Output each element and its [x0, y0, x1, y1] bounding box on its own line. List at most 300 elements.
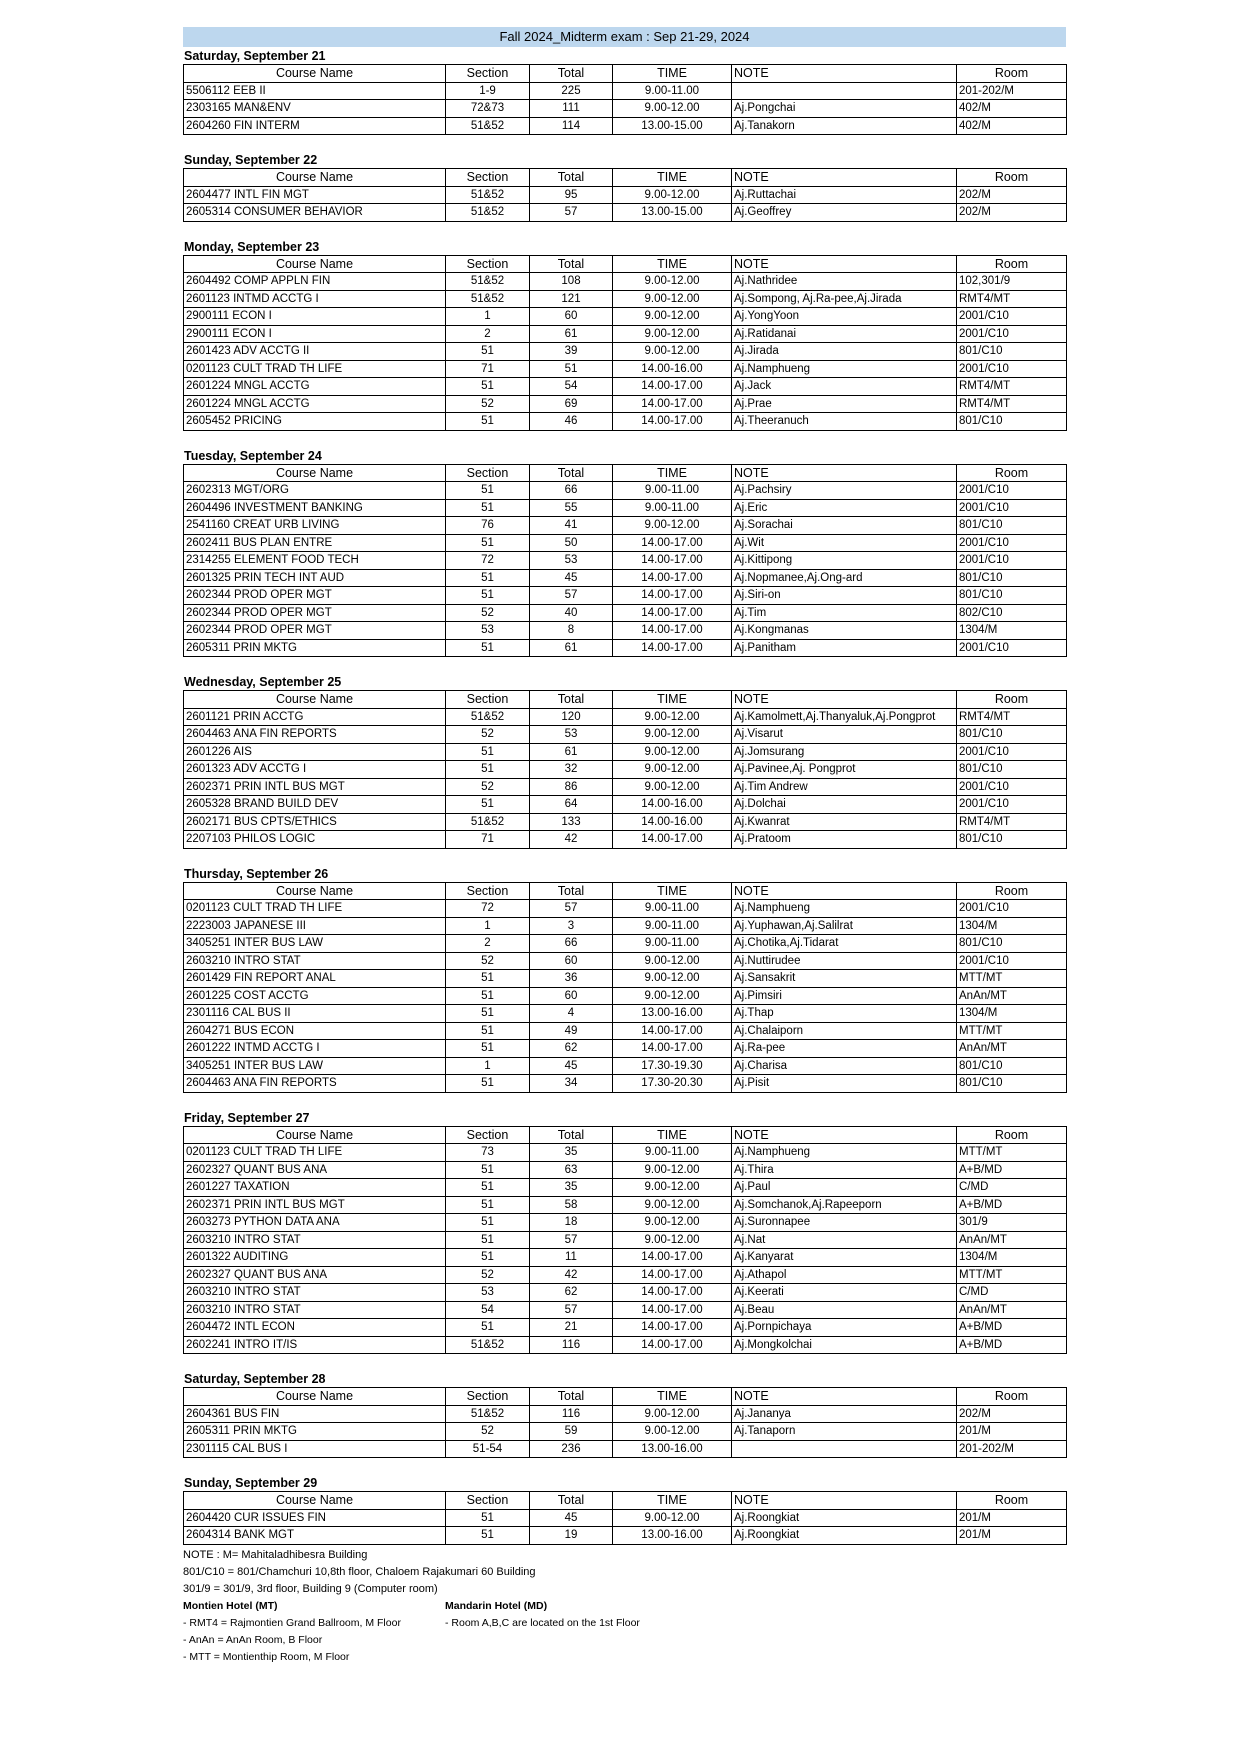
time-cell: 9.00-12.00 [613, 778, 732, 796]
course-name-cell: 2604477 INTL FIN MGT [184, 186, 446, 204]
note-cell: Aj.Roongkiat [732, 1527, 957, 1545]
table-row [184, 1336, 1067, 1354]
course-name-cell: 2604496 INVESTMENT BANKING [184, 499, 446, 517]
course-name-cell: 2602371 PRIN INTL BUS MGT [184, 1196, 446, 1214]
time-cell: 14.00-16.00 [613, 813, 732, 831]
room-cell: 201-202/M [957, 82, 1067, 100]
section-cell: 51 [446, 639, 530, 657]
note-cell: Aj.Jomsurang [732, 743, 957, 761]
header-note: NOTE [732, 882, 957, 900]
room-cell: 1304/M [957, 622, 1067, 640]
header-section: Section [446, 255, 530, 273]
hotel-notes [183, 1598, 1066, 1666]
note-cell: Aj.Nopmanee,Aj.Ong-ard [732, 569, 957, 587]
table-row [184, 499, 1067, 517]
total-cell: 225 [530, 82, 613, 100]
note-cell: Aj.Pongchai [732, 100, 957, 118]
table-header-row [184, 882, 1067, 900]
section-cell: 51 [446, 499, 530, 517]
total-cell: 57 [530, 204, 613, 222]
room-cell: 801/C10 [957, 761, 1067, 779]
total-cell: 3 [530, 917, 613, 935]
total-cell: 116 [530, 1336, 613, 1354]
header-time: TIME [613, 882, 732, 900]
header-note: NOTE [732, 255, 957, 273]
montien-notes [183, 1598, 445, 1666]
section-cell: 52 [446, 726, 530, 744]
table-row [184, 569, 1067, 587]
course-name-cell: 2604361 BUS FIN [184, 1405, 446, 1423]
total-cell: 62 [530, 1040, 613, 1058]
total-cell: 40 [530, 604, 613, 622]
table-row [184, 761, 1067, 779]
header-note: NOTE [732, 65, 957, 83]
table-row [184, 970, 1067, 988]
section-cell: 72 [446, 900, 530, 918]
section-cell: 72&73 [446, 100, 530, 118]
total-cell: 57 [530, 1301, 613, 1319]
header-time: TIME [613, 169, 732, 187]
course-name-cell: 2603210 INTRO STAT [184, 952, 446, 970]
section-cell: 51 [446, 1005, 530, 1023]
room-cell: 801/C10 [957, 726, 1067, 744]
day-label: Sunday, September 29 [184, 1476, 318, 1490]
time-cell: 14.00-17.00 [613, 1336, 732, 1354]
course-name-cell: 2604463 ANA FIN REPORTS [184, 726, 446, 744]
total-cell: 51 [530, 360, 613, 378]
note-cell: Aj.Pimsiri [732, 987, 957, 1005]
total-cell: 46 [530, 413, 613, 431]
section-cell: 54 [446, 1301, 530, 1319]
room-cell: MTT/MT [957, 1144, 1067, 1162]
course-name-cell: 2602171 BUS CPTS/ETHICS [184, 813, 446, 831]
header-room: Room [957, 1492, 1067, 1510]
course-name-cell: 2601322 AUDITING [184, 1249, 446, 1267]
time-cell: 14.00-17.00 [613, 569, 732, 587]
room-cell: 402/M [957, 117, 1067, 135]
time-cell: 9.00-11.00 [613, 935, 732, 953]
time-cell: 14.00-17.00 [613, 1022, 732, 1040]
time-cell: 14.00-16.00 [613, 360, 732, 378]
table-header-row [184, 169, 1067, 187]
header-total: Total [530, 464, 613, 482]
section-cell: 51&52 [446, 117, 530, 135]
course-name-cell: 2605311 PRIN MKTG [184, 639, 446, 657]
header-total: Total [530, 1126, 613, 1144]
total-cell: 42 [530, 831, 613, 849]
time-cell: 14.00-17.00 [613, 395, 732, 413]
total-cell: 60 [530, 308, 613, 326]
section-cell: 51 [446, 1179, 530, 1197]
section-cell: 51-54 [446, 1440, 530, 1458]
table-row [184, 1423, 1067, 1441]
section-cell: 51 [446, 587, 530, 605]
room-cell: MTT/MT [957, 1266, 1067, 1284]
course-name-cell: 2604260 FIN INTERM [184, 117, 446, 135]
exam-table [183, 255, 1067, 431]
note-cell: Aj.Tim [732, 604, 957, 622]
exam-table [183, 168, 1067, 222]
time-cell: 9.00-12.00 [613, 708, 732, 726]
time-cell: 9.00-11.00 [613, 917, 732, 935]
montien-title: Montien Hotel (MT) [183, 1599, 278, 1612]
course-name-cell: 2601121 PRIN ACCTG [184, 708, 446, 726]
note-cell: Aj.Charisa [732, 1057, 957, 1075]
note-cell: Aj.Athapol [732, 1266, 957, 1284]
section-cell: 71 [446, 831, 530, 849]
table-row [184, 186, 1067, 204]
table-header-row [184, 255, 1067, 273]
time-cell: 9.00-12.00 [613, 273, 732, 291]
course-name-cell: 2601222 INTMD ACCTG I [184, 1040, 446, 1058]
note-cell: Aj.Kittipong [732, 552, 957, 570]
section-gap [183, 1093, 1066, 1111]
day-label: Thursday, September 26 [184, 866, 329, 881]
table-row [184, 360, 1067, 378]
note-cell: Aj.Jananya [732, 1405, 957, 1423]
course-name-cell: 2900111 ECON I [184, 325, 446, 343]
header-room: Room [957, 882, 1067, 900]
course-name-cell: 2603273 PYTHON DATA ANA [184, 1214, 446, 1232]
course-name-cell: 2601323 ADV ACCTG I [184, 761, 446, 779]
room-cell: 801/C10 [957, 517, 1067, 535]
header-room: Room [957, 255, 1067, 273]
note-cell: Aj.Pachsiry [732, 482, 957, 500]
room-cell: 1304/M [957, 1249, 1067, 1267]
header-course-name: Course Name [184, 1388, 446, 1406]
table-row [184, 604, 1067, 622]
note-line: 801/C10 = 801/Chamchuri 10,8th floor, Chaloem Rajakumari 60 Building [183, 1565, 536, 1578]
header-course-name: Course Name [184, 65, 446, 83]
room-cell: 2001/C10 [957, 534, 1067, 552]
course-name-cell: 2604472 INTL ECON [184, 1319, 446, 1337]
room-cell: 201/M [957, 1509, 1067, 1527]
time-cell: 14.00-17.00 [613, 1040, 732, 1058]
total-cell: 61 [530, 743, 613, 761]
table-row [184, 1196, 1067, 1214]
time-cell: 14.00-17.00 [613, 534, 732, 552]
table-row [184, 413, 1067, 431]
exam-table [183, 1387, 1067, 1458]
course-name-cell: 0201123 CULT TRAD TH LIFE [184, 900, 446, 918]
time-cell: 9.00-12.00 [613, 1179, 732, 1197]
day-section [183, 49, 1066, 153]
table-header-row [184, 1492, 1067, 1510]
total-cell: 69 [530, 395, 613, 413]
time-cell: 17.30-19.30 [613, 1057, 732, 1075]
course-name-cell: 2605328 BRAND BUILD DEV [184, 796, 446, 814]
montien-item: - AnAn = AnAn Room, B Floor [183, 1633, 323, 1646]
total-cell: 19 [530, 1527, 613, 1545]
course-name-cell: 2604271 BUS ECON [184, 1022, 446, 1040]
day-label: Monday, September 23 [184, 239, 320, 254]
total-cell: 59 [530, 1423, 613, 1441]
room-cell: A+B/MD [957, 1319, 1067, 1337]
note-cell: Aj.Namphueng [732, 360, 957, 378]
table-row [184, 117, 1067, 135]
day-section [183, 1111, 1066, 1373]
header-section: Section [446, 65, 530, 83]
table-row [184, 1057, 1067, 1075]
exam-table [183, 690, 1067, 849]
total-cell: 21 [530, 1319, 613, 1337]
room-cell: AnAn/MT [957, 1301, 1067, 1319]
header-note: NOTE [732, 691, 957, 709]
section-gap [183, 1354, 1066, 1372]
room-cell: A+B/MD [957, 1336, 1067, 1354]
course-name-cell: 2301116 CAL BUS II [184, 1005, 446, 1023]
time-cell: 14.00-17.00 [613, 831, 732, 849]
header-time: TIME [613, 464, 732, 482]
table-row [184, 1214, 1067, 1232]
section-cell: 71 [446, 360, 530, 378]
total-cell: 8 [530, 622, 613, 640]
section-gap [183, 135, 1066, 153]
day-label: Saturday, September 21 [184, 49, 326, 63]
exam-table [183, 882, 1067, 1093]
section-cell: 51 [446, 1509, 530, 1527]
room-cell: RMT4/MT [957, 813, 1067, 831]
room-cell: 2001/C10 [957, 952, 1067, 970]
table-row [184, 1266, 1067, 1284]
room-cell: 2001/C10 [957, 325, 1067, 343]
total-cell: 61 [530, 639, 613, 657]
room-cell: 2001/C10 [957, 743, 1067, 761]
table-row [184, 1040, 1067, 1058]
room-cell: 1304/M [957, 1005, 1067, 1023]
time-cell: 13.00-16.00 [613, 1440, 732, 1458]
note-cell: Aj.Pavinee,Aj. Pongprot [732, 761, 957, 779]
section-cell: 52 [446, 395, 530, 413]
total-cell: 49 [530, 1022, 613, 1040]
total-cell: 63 [530, 1161, 613, 1179]
total-cell: 61 [530, 325, 613, 343]
section-gap [183, 1458, 1066, 1476]
section-cell: 51&52 [446, 813, 530, 831]
time-cell: 9.00-12.00 [613, 1509, 732, 1527]
section-cell: 51 [446, 743, 530, 761]
header-total: Total [530, 255, 613, 273]
note-cell: Aj.Roongkiat [732, 1509, 957, 1527]
note-cell: Aj.Chalaiporn [732, 1022, 957, 1040]
mandarin-title: Mandarin Hotel (MD) [445, 1599, 548, 1612]
table-row [184, 82, 1067, 100]
section-cell: 52 [446, 778, 530, 796]
course-name-cell: 2601423 ADV ACCTG II [184, 343, 446, 361]
header-time: TIME [613, 255, 732, 273]
course-name-cell: 2605311 PRIN MKTG [184, 1423, 446, 1441]
table-row [184, 1144, 1067, 1162]
table-row [184, 552, 1067, 570]
header-total: Total [530, 169, 613, 187]
room-cell: 202/M [957, 186, 1067, 204]
note-cell: Aj.Keerati [732, 1284, 957, 1302]
note-cell: Aj.Pisit [732, 1075, 957, 1093]
section-cell: 2 [446, 325, 530, 343]
total-cell: 53 [530, 726, 613, 744]
exam-table [183, 464, 1067, 658]
time-cell: 9.00-11.00 [613, 1144, 732, 1162]
section-cell: 51 [446, 987, 530, 1005]
section-cell: 53 [446, 622, 530, 640]
section-cell: 51 [446, 1196, 530, 1214]
total-cell: 32 [530, 761, 613, 779]
section-cell: 51 [446, 1249, 530, 1267]
section-cell: 73 [446, 1144, 530, 1162]
header-course-name: Course Name [184, 691, 446, 709]
table-row [184, 273, 1067, 291]
course-name-cell: 2604492 COMP APPLN FIN [184, 273, 446, 291]
table-row [184, 1022, 1067, 1040]
note-cell: Aj.Ratidanai [732, 325, 957, 343]
time-cell: 14.00-17.00 [613, 639, 732, 657]
section-cell: 52 [446, 604, 530, 622]
time-cell: 14.00-16.00 [613, 796, 732, 814]
total-cell: 60 [530, 952, 613, 970]
note-cell [732, 82, 957, 100]
total-cell: 120 [530, 708, 613, 726]
note-cell: Aj.Nathridee [732, 273, 957, 291]
room-cell: 202/M [957, 1405, 1067, 1423]
note-cell: Aj.Pornpichaya [732, 1319, 957, 1337]
course-name-cell: 2602327 QUANT BUS ANA [184, 1161, 446, 1179]
table-row [184, 587, 1067, 605]
time-cell: 9.00-12.00 [613, 100, 732, 118]
section-cell: 51 [446, 534, 530, 552]
note-cell: Aj.Theeranuch [732, 413, 957, 431]
course-name-cell: 2602241 INTRO IT/IS [184, 1336, 446, 1354]
day-section [183, 1476, 1066, 1545]
total-cell: 36 [530, 970, 613, 988]
table-row [184, 1319, 1067, 1337]
exam-table [183, 1491, 1067, 1545]
room-cell: A+B/MD [957, 1196, 1067, 1214]
total-cell: 66 [530, 482, 613, 500]
section-cell: 51&52 [446, 273, 530, 291]
note-line: NOTE : M= Mahitaladhibesra Building [183, 1548, 368, 1561]
time-cell: 14.00-17.00 [613, 1301, 732, 1319]
note-cell [732, 1440, 957, 1458]
time-cell: 14.00-17.00 [613, 413, 732, 431]
course-name-cell: 5506112 EEB II [184, 82, 446, 100]
day-section [183, 867, 1066, 1111]
course-name-cell: 2602327 QUANT BUS ANA [184, 1266, 446, 1284]
note-cell: Aj.Sompong, Aj.Ra-pee,Aj.Jirada [732, 290, 957, 308]
room-cell: RMT4/MT [957, 378, 1067, 396]
total-cell: 50 [530, 534, 613, 552]
room-cell: A+B/MD [957, 1161, 1067, 1179]
note-cell: Aj.Kwanrat [732, 813, 957, 831]
room-cell: AnAn/MT [957, 987, 1067, 1005]
room-cell: 802/C10 [957, 604, 1067, 622]
course-name-cell: 3405251 INTER BUS LAW [184, 1057, 446, 1075]
total-cell: 58 [530, 1196, 613, 1214]
table-row [184, 1005, 1067, 1023]
header-time: TIME [613, 1492, 732, 1510]
room-cell: 801/C10 [957, 1075, 1067, 1093]
room-cell: 201/M [957, 1423, 1067, 1441]
room-cell: 801/C10 [957, 343, 1067, 361]
time-cell: 13.00-16.00 [613, 1005, 732, 1023]
note-cell: Aj.Pratoom [732, 831, 957, 849]
time-cell: 9.00-11.00 [613, 482, 732, 500]
note-cell: Aj.Kanyarat [732, 1249, 957, 1267]
course-name-cell: 2604463 ANA FIN REPORTS [184, 1075, 446, 1093]
course-name-cell: 0201123 CULT TRAD TH LIFE [184, 1144, 446, 1162]
header-time: TIME [613, 691, 732, 709]
section-cell: 51 [446, 1161, 530, 1179]
section-cell: 51 [446, 343, 530, 361]
table-row [184, 1301, 1067, 1319]
table-row [184, 343, 1067, 361]
total-cell: 57 [530, 587, 613, 605]
note-cell: Aj.Visarut [732, 726, 957, 744]
course-name-cell: 2603210 INTRO STAT [184, 1301, 446, 1319]
section-cell: 51 [446, 796, 530, 814]
room-cell: 102,301/9 [957, 273, 1067, 291]
note-cell: Aj.Eric [732, 499, 957, 517]
header-room: Room [957, 691, 1067, 709]
time-cell: 9.00-12.00 [613, 1423, 732, 1441]
section-cell: 51&52 [446, 708, 530, 726]
time-cell: 14.00-17.00 [613, 378, 732, 396]
day-label: Tuesday, September 24 [184, 448, 322, 463]
table-row [184, 1284, 1067, 1302]
room-cell: AnAn/MT [957, 1040, 1067, 1058]
header-course-name: Course Name [184, 1126, 446, 1144]
note-cell: Aj.Nat [732, 1231, 957, 1249]
note-cell: Aj.Paul [732, 1179, 957, 1197]
day-label: Wednesday, September 25 [184, 675, 342, 689]
table-row [184, 813, 1067, 831]
note-cell: Aj.Ra-pee [732, 1040, 957, 1058]
total-cell: 11 [530, 1249, 613, 1267]
total-cell: 86 [530, 778, 613, 796]
time-cell: 14.00-17.00 [613, 1284, 732, 1302]
course-name-cell: 2314255 ELEMENT FOOD TECH [184, 552, 446, 570]
section-cell: 76 [446, 517, 530, 535]
header-note: NOTE [732, 1388, 957, 1406]
table-row [184, 100, 1067, 118]
time-cell: 9.00-12.00 [613, 726, 732, 744]
room-cell: 2001/C10 [957, 482, 1067, 500]
section-cell: 2 [446, 935, 530, 953]
header-time: TIME [613, 1126, 732, 1144]
section-cell: 72 [446, 552, 530, 570]
time-cell: 9.00-12.00 [613, 325, 732, 343]
note-cell: Aj.Jack [732, 378, 957, 396]
total-cell: 45 [530, 1509, 613, 1527]
note-cell: Aj.Panitham [732, 639, 957, 657]
note-cell: Aj.Sansakrit [732, 970, 957, 988]
page-title: Fall 2024_Midterm exam : Sep 21-29, 2024 [183, 27, 1066, 47]
note-cell: Aj.Tanaporn [732, 1423, 957, 1441]
table-row [184, 831, 1067, 849]
table-row [184, 917, 1067, 935]
section-cell: 51&52 [446, 204, 530, 222]
course-name-cell: 2602344 PROD OPER MGT [184, 587, 446, 605]
time-cell: 9.00-12.00 [613, 761, 732, 779]
section-cell: 1 [446, 308, 530, 326]
course-name-cell: 2541160 CREAT URB LIVING [184, 517, 446, 535]
total-cell: 55 [530, 499, 613, 517]
table-header-row [184, 464, 1067, 482]
total-cell: 54 [530, 378, 613, 396]
header-note: NOTE [732, 464, 957, 482]
mandarin-item: - Room A,B,C are located on the 1st Floor [445, 1616, 640, 1629]
time-cell: 9.00-12.00 [613, 970, 732, 988]
table-row [184, 987, 1067, 1005]
